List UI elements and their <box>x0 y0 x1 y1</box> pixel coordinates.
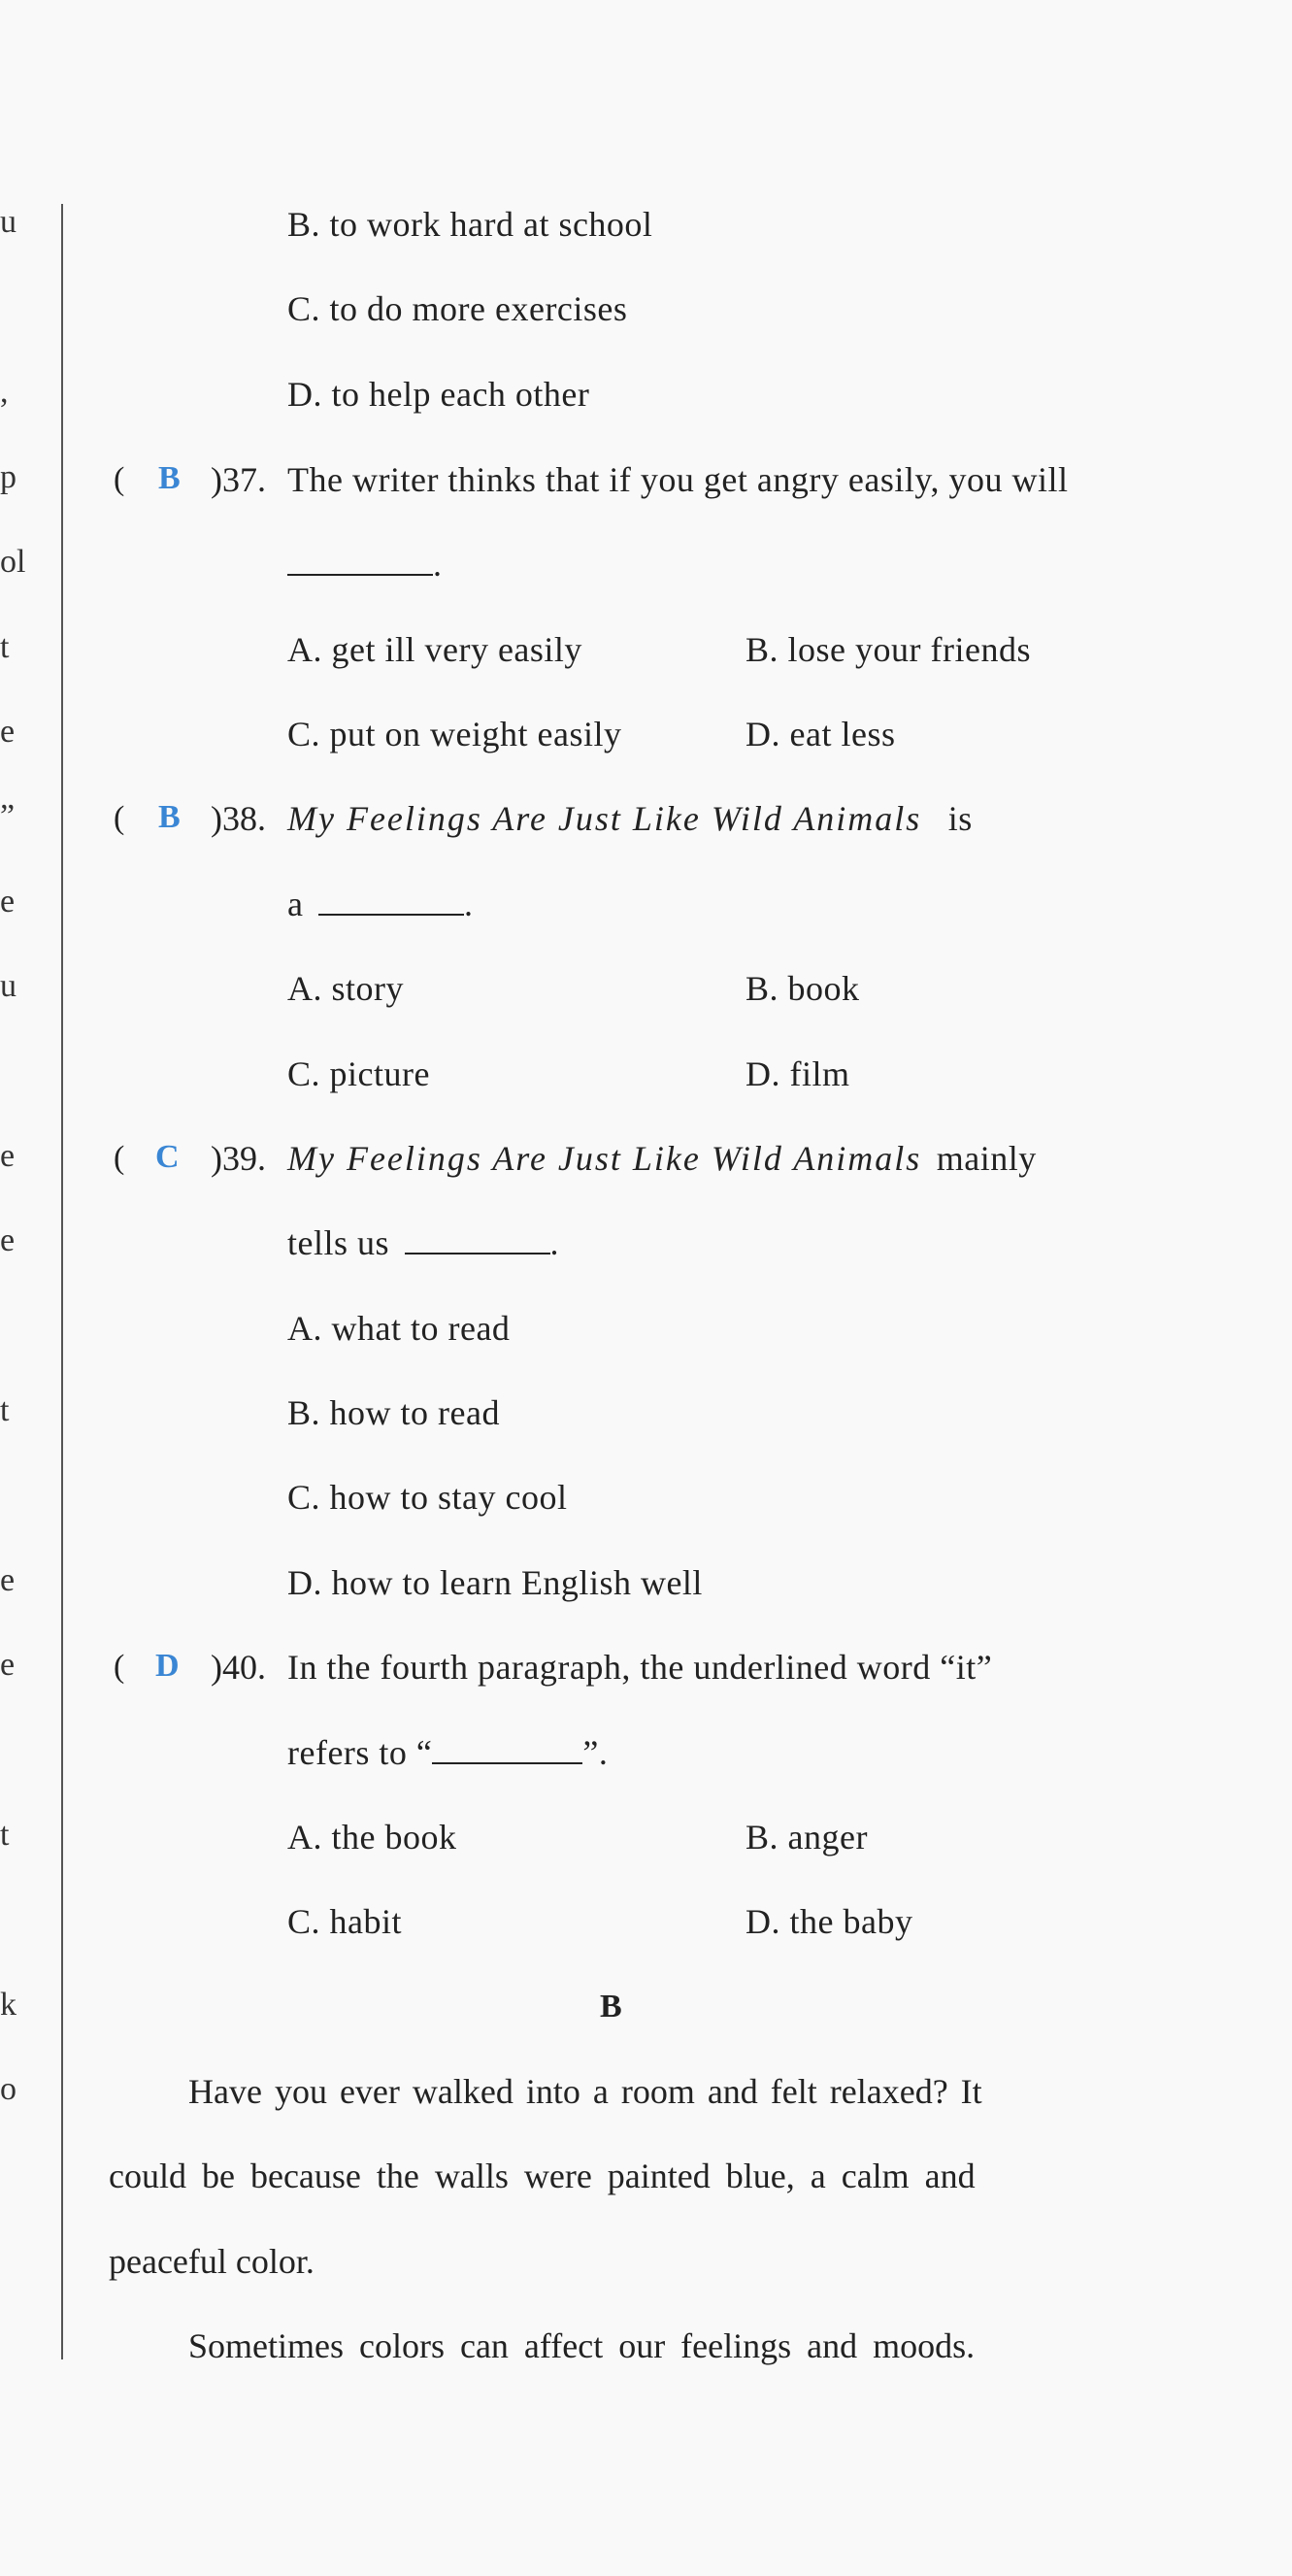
q38-option-b: B. book <box>745 969 860 1008</box>
edge-letter: , <box>0 374 9 410</box>
q38-blank-end: . <box>463 885 474 923</box>
edge-letter: t <box>0 1392 10 1428</box>
q36-option-b: B. to work hard at school <box>287 205 653 244</box>
q38-blank-line <box>287 884 473 924</box>
answer-blank <box>432 1733 582 1764</box>
edge-letter: e <box>0 1562 16 1598</box>
q40-line2-start: refers to “ <box>287 1733 433 1772</box>
q40-option-b: B. anger <box>745 1818 868 1857</box>
q39-option-d: D. how to learn English well <box>287 1563 703 1602</box>
q38-line2-start: a <box>287 885 304 923</box>
q39-book-title: My Feelings Are Just Like Wild Animals <box>287 1139 922 1178</box>
q39-line2-start: tells us <box>287 1223 390 1262</box>
passage-line: peaceful color. <box>109 2242 315 2281</box>
answer-paren-open: ( <box>114 461 125 497</box>
q38-book-title: My Feelings Are Just Like Wild Animals <box>287 799 922 838</box>
q39-blank-line <box>287 1222 559 1263</box>
q39-number: )39. <box>211 1139 266 1178</box>
q38-stem-end: is <box>947 799 973 838</box>
edge-letter: o <box>0 2071 17 2107</box>
answer-blank <box>405 1223 550 1255</box>
q39-option-a: A. what to read <box>287 1309 511 1348</box>
answer-blank <box>318 885 464 916</box>
q39-blank-end: . <box>549 1223 560 1262</box>
q38-option-a: A. story <box>287 969 404 1008</box>
edge-letter: e <box>0 884 16 920</box>
q37-option-d: D. eat less <box>745 715 896 753</box>
answer-blank <box>287 545 433 576</box>
q39-answer: C <box>155 1139 180 1175</box>
q37-blank-end: . <box>433 545 443 584</box>
edge-letter: u <box>0 204 17 240</box>
q37-option-c: C. put on weight easily <box>287 715 622 753</box>
edge-letter: e <box>0 714 16 750</box>
q38-option-c: C. picture <box>287 1054 430 1093</box>
q39-option-c: C. how to stay cool <box>287 1478 568 1517</box>
answer-paren-open: ( <box>114 1649 125 1685</box>
passage-line: Sometimes colors can affect our feelings and moods. <box>188 2326 976 2365</box>
answer-paren-open: ( <box>114 800 125 836</box>
q38-number: )38. <box>211 799 266 838</box>
edge-letter: t <box>0 1817 10 1853</box>
edge-letter: t <box>0 629 10 665</box>
q37-stem: The writer thinks that if you get angry easily, you will <box>287 460 1069 499</box>
q36-option-c: C. to do more exercises <box>287 289 628 328</box>
edge-letter: ” <box>0 798 16 834</box>
edge-letter: e <box>0 1647 16 1683</box>
q40-number: )40. <box>211 1648 266 1687</box>
edge-letter: ol <box>0 544 26 580</box>
q40-stem: In the fourth paragraph, the underlined word “it” <box>287 1648 993 1687</box>
q37-option-a: A. get ill very easily <box>287 630 582 669</box>
q39-option-b: B. how to read <box>287 1393 500 1432</box>
edge-letter: e <box>0 1222 16 1258</box>
q39-stem <box>287 1138 1037 1179</box>
section-title: B <box>600 1989 622 2024</box>
q40-blank-end: ”. <box>582 1733 609 1772</box>
q40-option-c: C. habit <box>287 1902 402 1941</box>
column-divider <box>61 204 63 2359</box>
edge-letter: k <box>0 1987 17 2023</box>
q40-option-a: A. the book <box>287 1818 457 1857</box>
passage-line: could be because the walls were painted blue, a calm and <box>109 2157 976 2195</box>
q37-option-b: B. lose your friends <box>745 630 1031 669</box>
q37-blank-line <box>287 544 443 585</box>
q39-stem-end: mainly <box>936 1139 1037 1178</box>
q40-blank-line <box>287 1732 608 1773</box>
q40-option-d: D. the baby <box>745 1902 913 1941</box>
q37-answer: B <box>158 460 181 496</box>
q38-answer: B <box>158 799 181 835</box>
answer-paren-open: ( <box>114 1140 125 1176</box>
q37-number: )37. <box>211 460 266 499</box>
passage-line: Have you ever walked into a room and felt relaxed? It <box>188 2072 982 2111</box>
edge-letter: p <box>0 459 17 495</box>
q38-stem <box>287 798 973 839</box>
q36-option-d: D. to help each other <box>287 375 590 414</box>
q40-answer: D <box>155 1648 180 1684</box>
q38-option-d: D. film <box>745 1054 850 1093</box>
edge-letter: e <box>0 1138 16 1174</box>
edge-letter: u <box>0 968 17 1004</box>
